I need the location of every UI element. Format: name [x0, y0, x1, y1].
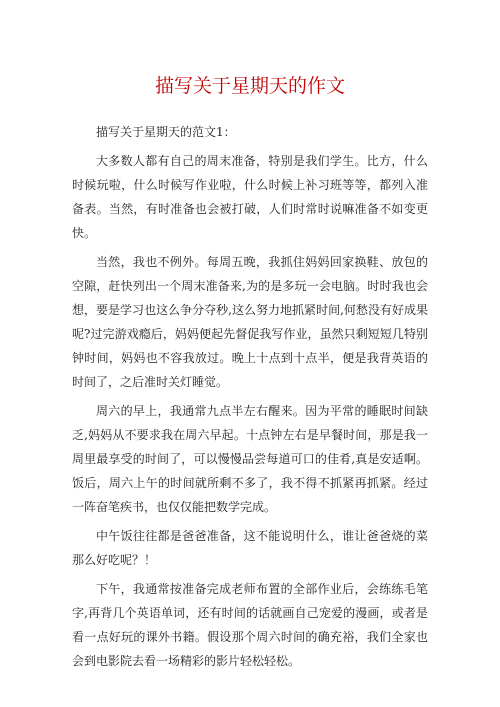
paragraph-3: 周六的早上，我通常九点半左右醒来。因为平常的睡眠时间缺乏,妈妈从不要求我在周六早起。十点钟左右是早餐时间，那是我一周里最享受的时间了，可以慢慢品尝每道可口的佳肴,真是安适啊。饭后，周六上午的时间就所剩不多了，我不得不抓紧再抓紧。经过一阵奋笔疾书，也仅仅能把数学完成。 — [72, 404, 428, 514]
paragraph-5: 下午，我通常按准备完成老师布置的全部作业后，会练练毛笔字,再背几个英语单词，还有时间的话就画自己宠爱的漫画，或者是看一点好玩的课外书籍。假设那个周六时间的确充裕，我们全家也会到电影院去看一场精彩的影片轻松轻松。 — [72, 582, 428, 668]
paragraph-1: 大多数人都有自己的周末准备，特别是我们学生。比方，什么时候玩啦，什么时候写作业啦，什么时候上补习班等等，都列入准备表。当然，有时准备也会被打破，人们时常时说嘛准备不如变更快。 — [72, 154, 428, 240]
paragraph-4: 中午饭往往都是爸爸准备，这不能说明什么，谁让爸爸烧的菜那么好吃呢？！ — [72, 529, 428, 567]
document-subtitle: 描写关于星期天的范文1： — [96, 125, 236, 139]
document-title: 描写关于星期天的作文 — [154, 75, 345, 97]
paragraph-2: 当然，我也不例外。每周五晚，我抓住妈妈回家换鞋、放包的空隙，赶快列出一个周末准备来,为的是多玩一会电脑。时时我也会想，要是学习也这么争分夺秒,这么努力地抓紧时间,何愁没有好成果呢?过完游戏瘾后，妈妈便起先督促我写作业，虽然只剩短短几特别钟时间，妈妈也不容我放过。晚上十点到十点半，便是我背英语的时间了，之后准时关灯睡觉。 — [72, 255, 428, 389]
